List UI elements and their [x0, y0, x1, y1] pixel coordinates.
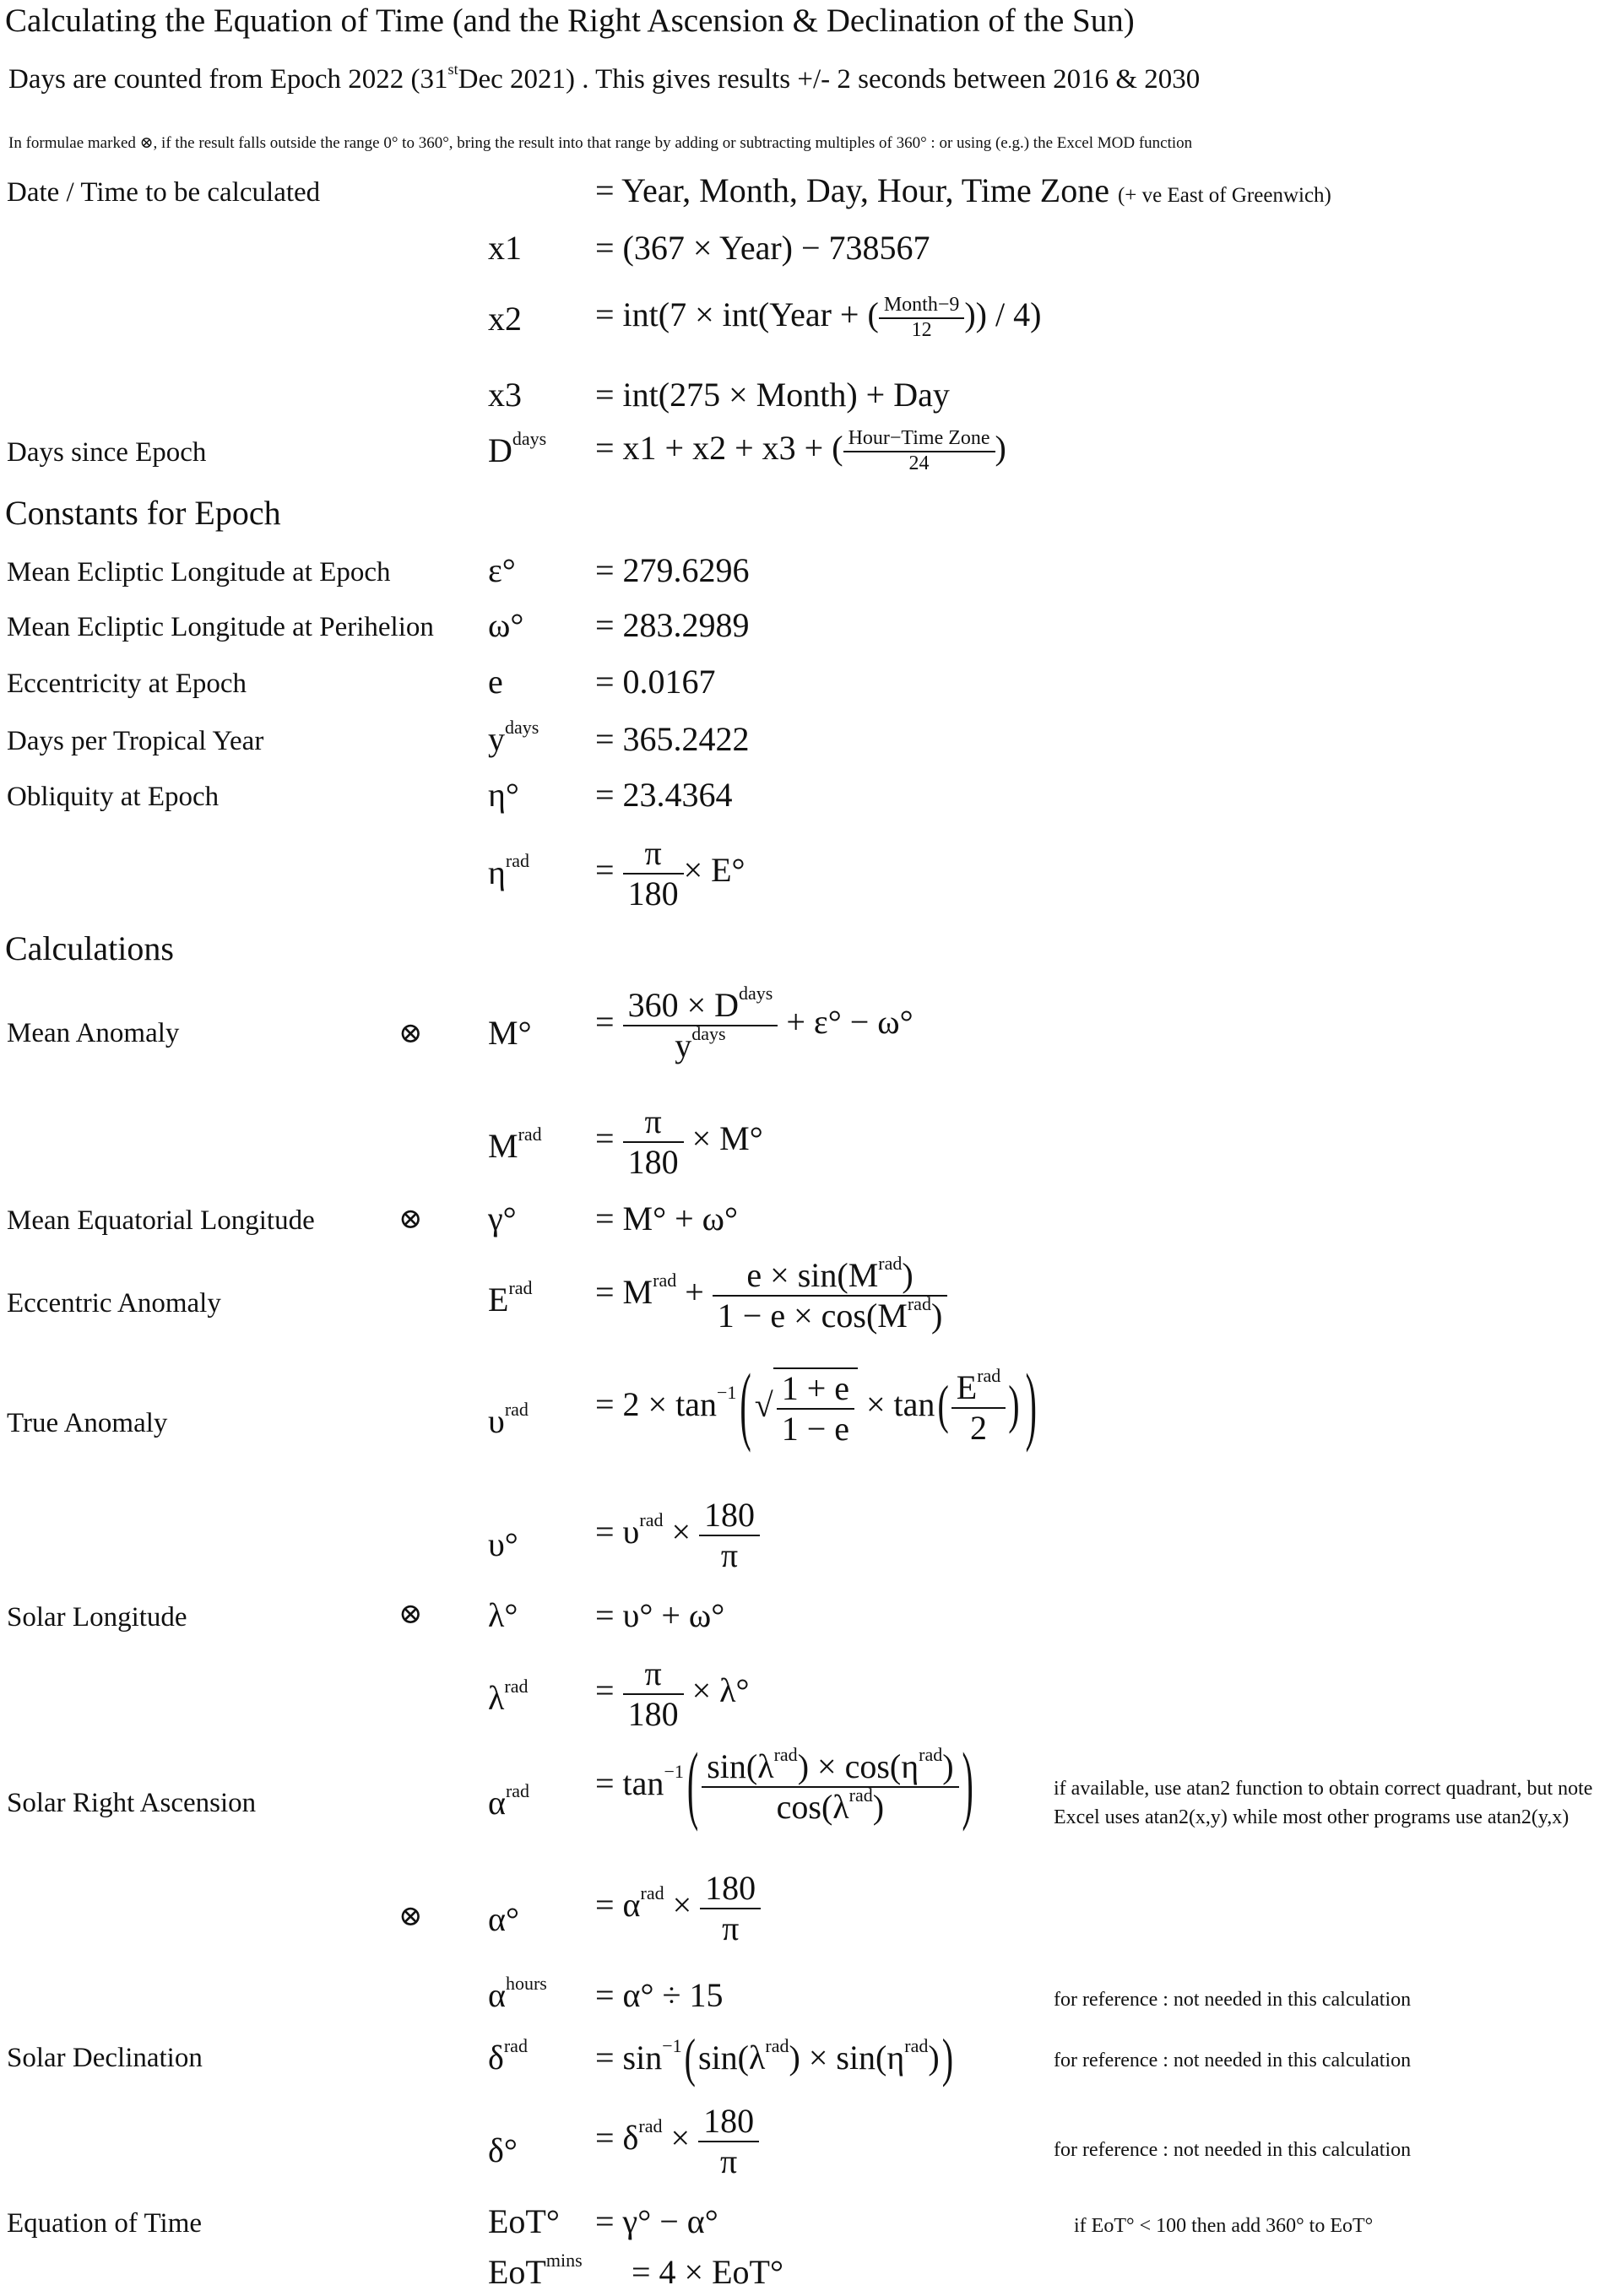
- const-value-1: = 283.2989: [595, 606, 750, 644]
- alpha-deg-expression: = $\alpha^{rad}$ × $\frac{180}{\pi}$: [595, 1869, 761, 1948]
- true-anomaly-expression: = $2 \times \tan^{-1}$ ( √ $\frac{1 + e}{1 - e}$ × tan( $E^{rad}$ 2 ) ): [595, 1355, 1037, 1454]
- eot-symbol: EoT°: [488, 2202, 560, 2240]
- days-frac-num: Hour−Time Zone: [843, 427, 995, 452]
- true-anomaly-deg-symbol: υ°: [488, 1525, 518, 1563]
- eot-label: Equation of Time: [7, 2208, 203, 2239]
- delta-deg-expression: = $\delta^{rad}$ × $\frac{180}{\pi}$: [595, 2102, 759, 2181]
- solar-dec-label: Solar Declination: [7, 2043, 203, 2073]
- days-frac-den: 24: [908, 452, 930, 474]
- eot-mins-expression: = 4 × EoT°: [632, 2253, 783, 2291]
- time-zone-note: (+ ve East of Greenwich): [1117, 184, 1331, 207]
- mean-anomaly-symbol: M°: [488, 1014, 532, 1052]
- x2-frac-num: Month−9: [879, 294, 965, 319]
- alpha-deg-symbol: α°: [488, 1900, 519, 1938]
- days-symbol: $D^{days}$: [488, 428, 547, 469]
- x3-symbol: x3: [488, 376, 522, 414]
- mod-mark-mean-eq-long: ⊗: [398, 1204, 423, 1235]
- const-label-0: Mean Ecliptic Longitude at Epoch: [7, 557, 391, 588]
- ecc-anomaly-expression: = $M^{rad}$ + $e \times \sin(M^{rad})$ $1 - e \times \cos(M^{rad})$: [595, 1256, 947, 1335]
- days-since-epoch-label: Days since Epoch: [7, 437, 207, 468]
- ref-note-alpha-hours: for reference : not needed in this calculation: [1054, 1989, 1412, 2011]
- eta-rad-expression: = $\frac{\pi}{180}$ × E°: [595, 834, 745, 912]
- page-title: Calculating the Equation of Time (and the Right Ascension & Declination of the Sun): [5, 3, 1135, 39]
- alpha-rad-symbol: $\alpha^{rad}$: [488, 1780, 530, 1822]
- gamma-symbol: γ°: [488, 1199, 517, 1237]
- ref-note-delta-deg: for reference : not needed in this calculation: [1054, 2139, 1412, 2161]
- lambda-symbol: λ°: [488, 1596, 518, 1634]
- const-label-4: Obliquity at Epoch: [7, 782, 220, 812]
- const-symbol-2: e: [488, 663, 503, 701]
- mean-eq-long-label: Mean Equatorial Longitude: [7, 1205, 315, 1236]
- ref-note-delta-rad: for reference : not needed in this calculation: [1054, 2050, 1412, 2071]
- const-symbol-1: ω°: [488, 606, 524, 644]
- x2-symbol: x2: [488, 300, 522, 338]
- true-anomaly-symbol: $\upsilon^{rad}$: [488, 1399, 529, 1440]
- lambda-rad-expression: = $\frac{\pi}{180}$ × λ°: [595, 1654, 750, 1733]
- const-label-2: Eccentricity at Epoch: [7, 669, 247, 699]
- mod-mark-solar-long: ⊗: [398, 1599, 423, 1630]
- mean-anomaly-rad-expression: = $\frac{\pi}{180}$ × M°: [595, 1102, 763, 1181]
- delta-rad-symbol: $\delta^{rad}$: [488, 2035, 528, 2077]
- alpha-hours-symbol: $\alpha^{hours}$: [488, 1973, 547, 2014]
- const-symbol-4: η°: [488, 776, 519, 814]
- mod-mark-mean-anomaly: ⊗: [398, 1018, 423, 1049]
- days-expression: = x1 + x2 + x3 + ( Hour−Time Zone 24 ): [595, 427, 1006, 474]
- mean-anomaly-label: Mean Anomaly: [7, 1018, 180, 1048]
- ecc-anomaly-label: Eccentric Anomaly: [7, 1288, 221, 1319]
- delta-rad-expression: = $\sin^{-1}(\sin(\lambda^{rad}) \times \sin(\eta^{rad}))$: [595, 2027, 954, 2088]
- x1-symbol: x1: [488, 229, 522, 267]
- alpha-rad-expression: = $\tan^{-1}$ ( $\sin(\lambda^{rad}) \times \cos(\eta^{rad})$ $\cos(\lambda^{rad})$ ): [595, 1734, 973, 1833]
- mean-anomaly-rad-symbol: $M^{rad}$: [488, 1124, 542, 1165]
- ra-note-1: if available, use atan2 function to obtain correct quadrant, but note: [1054, 1778, 1593, 1800]
- solar-long-label: Solar Longitude: [7, 1602, 187, 1633]
- true-anomaly-label: True Anomaly: [7, 1408, 168, 1438]
- eot-mins-symbol: EoT$^{mins}$: [488, 2250, 583, 2291]
- formula-note: In formulae marked ⊗, if the result falls outside the range 0° to 360°, bring the result into that range by adding or subtracting multiples of 360° : or using (e.g.) the Excel MOD function: [8, 134, 1193, 152]
- lambda-expression: = υ° + ω°: [595, 1596, 725, 1634]
- subtitle: Days are counted from Epoch 2022 (31stDec 2021) . This gives results +/- 2 seconds between 2016 & 2030: [8, 60, 1201, 95]
- gamma-expression: = M° + ω°: [595, 1199, 739, 1237]
- alpha-hours-expression: = α° ÷ 15: [595, 1976, 724, 2014]
- eot-note: if EoT° < 100 then add 360° to EoT°: [1074, 2215, 1374, 2237]
- lambda-rad-symbol: $\lambda^{rad}$: [488, 1676, 529, 1717]
- x1-expression: = (367 × Year) − 738567: [595, 229, 930, 267]
- const-label-1: Mean Ecliptic Longitude at Perihelion: [7, 612, 434, 642]
- const-symbol-0: ε°: [488, 551, 516, 589]
- eta-rad-symbol: $\eta^{rad}$: [488, 850, 530, 891]
- ecc-anomaly-symbol: $E^{rad}$: [488, 1277, 533, 1319]
- date-time-label: Date / Time to be calculated: [7, 177, 321, 208]
- constants-heading: Constants for Epoch: [5, 494, 281, 532]
- const-symbol-3: $y^{days}$: [488, 717, 539, 758]
- x3-expression: = int(275 × Month) + Day: [595, 376, 950, 414]
- x2-expression: = int(7 × int(Year + ( Month−9 12 )) / 4): [595, 294, 1042, 341]
- solar-ra-label: Solar Right Ascension: [7, 1788, 257, 1818]
- eot-expression: = γ° − α°: [595, 2202, 718, 2240]
- date-time-expression: = Year, Month, Day, Hour, Time Zone (+ ve East of Greenwich): [595, 171, 1331, 209]
- mean-anomaly-expression: = $360 \times D^{days}$ $y^{days}$ + ε° − ω°: [595, 983, 914, 1064]
- const-value-4: = 23.4364: [595, 776, 733, 814]
- x2-frac-den: 12: [911, 318, 932, 341]
- const-value-2: = 0.0167: [595, 663, 716, 701]
- true-anomaly-deg-expression: = $\upsilon^{rad}$ × $\frac{180}{\pi}$: [595, 1496, 760, 1575]
- const-value-0: = 279.6296: [595, 551, 750, 589]
- const-value-3: = 365.2422: [595, 720, 750, 758]
- const-label-3: Days per Tropical Year: [7, 726, 264, 756]
- ra-note-2: Excel uses atan2(x,y) while most other programs use atan2(y,x): [1054, 1806, 1569, 1828]
- delta-deg-symbol: δ°: [488, 2131, 518, 2169]
- calculations-heading: Calculations: [5, 929, 174, 967]
- mod-mark-alpha-deg: ⊗: [398, 1901, 423, 1932]
